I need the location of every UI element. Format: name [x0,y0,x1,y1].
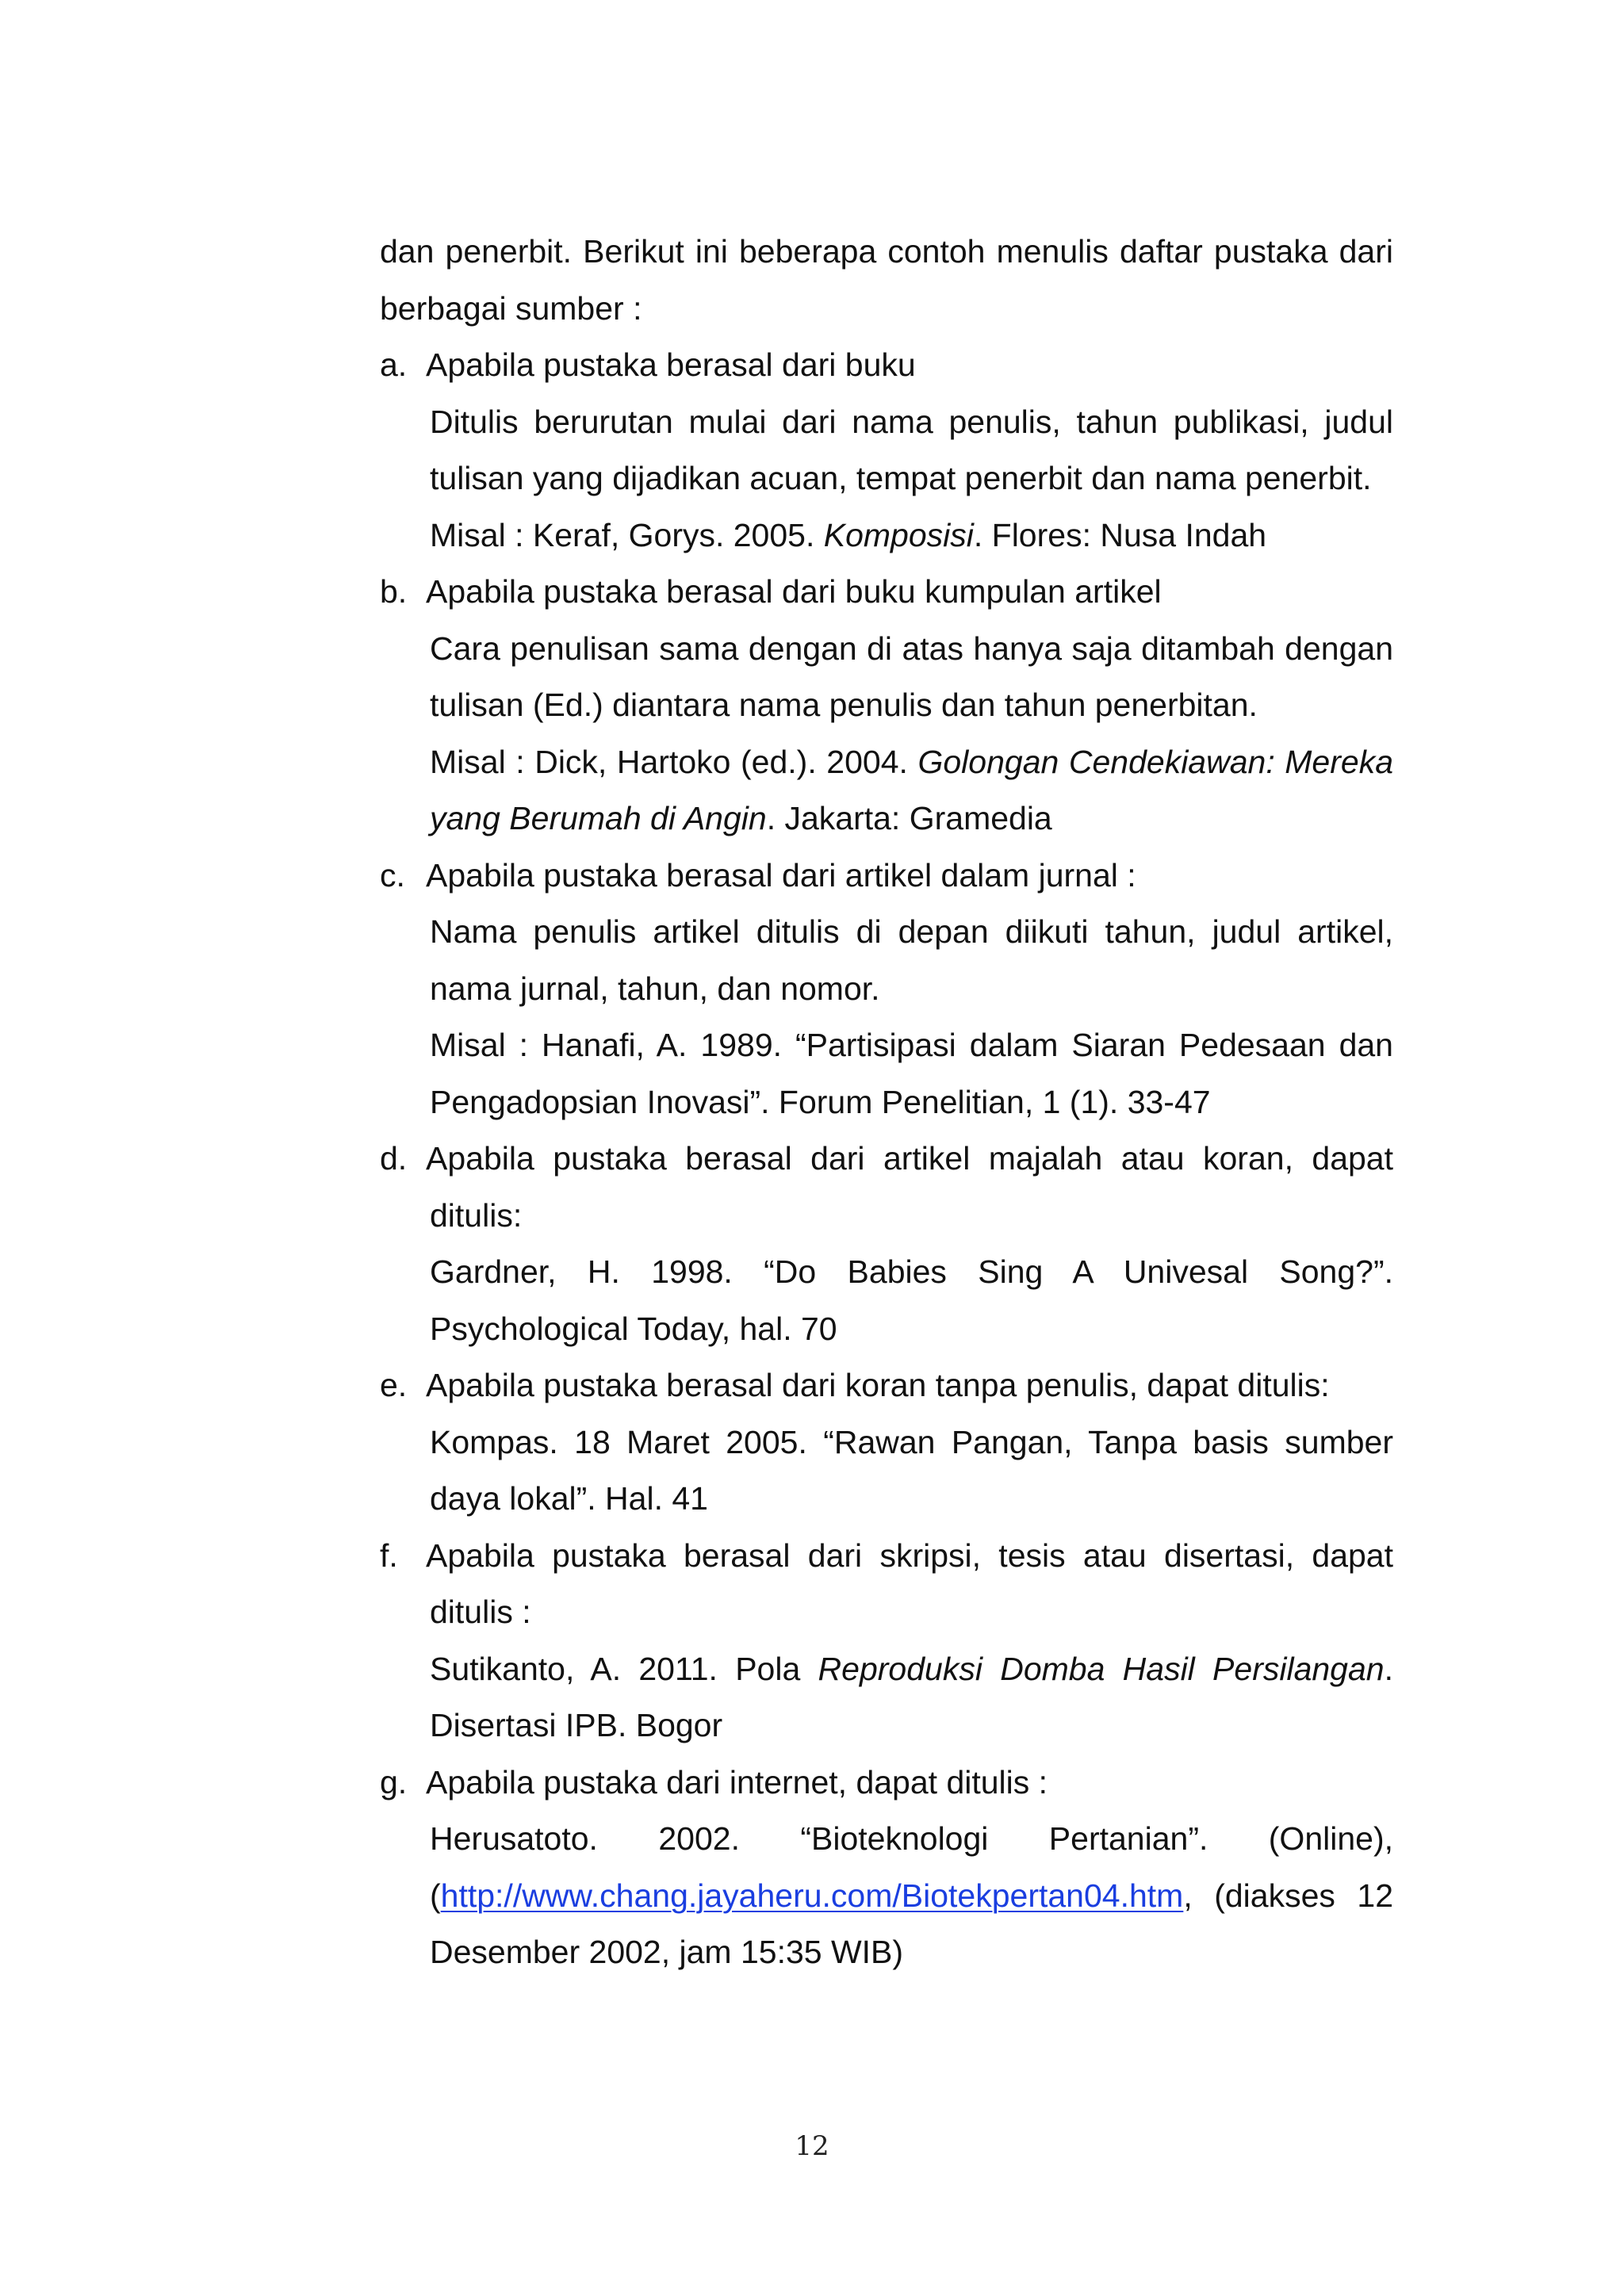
list-item-heading [380,1755,1393,1812]
list-item-example: daya lokal”. Hal. 41 [430,1480,708,1517]
reference-link[interactable]: http://www.chang.jayaheru.com/Biotekpertan04.htm [440,1877,1184,1914]
list-item-heading-text: Apabila pustaka dari internet, dapat ditulis : [426,1763,1048,1800]
list-item-heading [380,1131,1393,1188]
list-item-label: c. [380,856,405,894]
list-item-example: (http://www.chang.jayaheru.com/Biotekpertan04.htm, (diakses 12 [430,1877,1393,1914]
list-item-example: Disertasi IPB. Bogor [430,1707,723,1743]
list-item-description: tulisan yang dijadikan acuan, tempat penerbit dan nama penerbit. [430,460,1372,496]
list-item-label: g. [380,1763,408,1800]
list-item-example: Gardner, H. 1998. “Do Babies Sing A Univesal Song?”. [430,1253,1393,1290]
list-item-description: nama jurnal, tahun, dan nomor. [430,970,880,1007]
list-item-description: Cara penulisan sama dengan di atas hanya saja ditambah dengan [430,629,1393,667]
list-item-heading [380,1357,1393,1414]
list-item-heading [380,1528,1393,1585]
list-item-heading-cont: ditulis : [430,1594,531,1630]
list-item-label: e. [380,1367,408,1403]
list-item-heading [380,564,1393,621]
list-item-example: Desember 2002, jam 15:35 WIB) [430,1934,904,1970]
list-item-example: Pengadopsian Inovasi”. Forum Penelitian, 1 (1). 33-47 [430,1083,1211,1120]
list-item-heading [380,337,1393,394]
list-item-description: tulisan (Ed.) diantara nama penulis dan tahun penerbitan. [430,687,1258,723]
book-title: yang Berumah di Angin [430,800,767,836]
list-item-heading-text: Apabila pustaka berasal dari skripsi, tesis atau disertasi, dapat [426,1536,1393,1574]
intro-line: berbagai sumber : [380,289,642,327]
list-item-heading-text: Apabila pustaka berasal dari artikel majalah atau koran, dapat [426,1140,1393,1177]
list-item-heading-text: Apabila pustaka berasal dari buku [426,346,916,383]
thesis-title: Reproduksi Domba Hasil Persilangan [818,1650,1385,1687]
list-item-description: Nama penulis artikel ditulis di depan diikuti tahun, judul artikel, [430,913,1393,950]
list-item-example: yang Berumah di Angin. Jakarta: Gramedia [430,800,1052,836]
list-item-label: b. [380,573,408,610]
list-item-heading-text: Apabila pustaka berasal dari buku kumpulan artikel [426,573,1162,610]
list-item-description: Ditulis berurutan mulai dari nama penulis, tahun publikasi, judul [430,403,1393,440]
list-item-example: Psychological Today, hal. 70 [430,1310,837,1347]
list-item-example: Sutikanto, A. 2011. Pola Reproduksi Domba Hasil Persilangan. [430,1650,1393,1687]
list-item-example: Kompas. 18 Maret 2005. “Rawan Pangan, Tanpa basis sumber [430,1423,1393,1460]
book-title: Komposisi [823,516,974,553]
list-item-heading-cont: ditulis: [430,1196,523,1234]
list-item-example: Misal : Dick, Hartoko (ed.). 2004. Golongan Cendekiawan: Mereka [430,743,1393,780]
intro-line: dan penerbit. Berikut ini beberapa contoh menulis daftar pustaka dari [380,233,1393,270]
list-item-example: Misal : Hanafi, A. 1989. “Partisipasi dalam Siaran Pedesaan dan [430,1027,1393,1063]
list-item-example: Misal : Keraf, Gorys. 2005. Komposisi. Flores: Nusa Indah [430,516,1267,553]
document-body [380,224,1393,1981]
page-number: 12 [795,2130,829,2162]
list-item-label: a. [380,346,408,383]
list-item-label: d. [380,1140,408,1177]
list-item-example: Herusatoto. 2002. “Bioteknologi Pertanian”. (Online), [430,1820,1393,1857]
list-item-heading-text: Apabila pustaka berasal dari koran tanpa penulis, dapat ditulis: [426,1367,1330,1403]
list-item-heading [380,848,1393,905]
book-title: Golongan Cendekiawan: Mereka [917,743,1393,780]
list-item-heading-text: Apabila pustaka berasal dari artikel dalam jurnal : [426,856,1136,894]
list-item-label: f. [380,1536,398,1574]
